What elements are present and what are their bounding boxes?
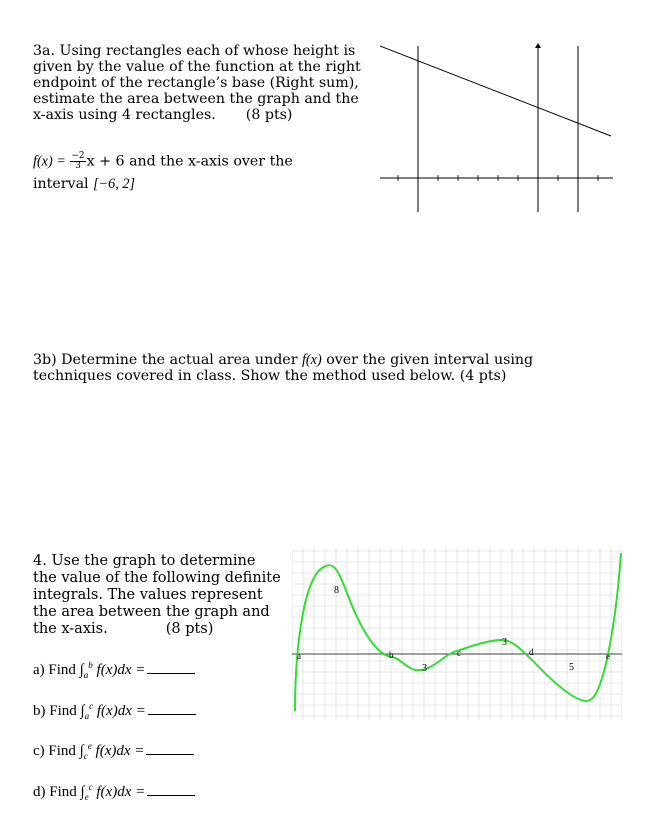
slope-fraction — [70, 152, 85, 171]
q3a-interval: interval [−6, 2] — [33, 176, 135, 192]
answer-blank-c[interactable] — [146, 744, 194, 755]
label-5: 5 — [569, 662, 574, 673]
q4-line: 4. Use the graph to determine — [33, 553, 256, 569]
fraction-numerator: −2 — [71, 151, 85, 161]
label-peak-8: 8 — [334, 585, 339, 596]
q4-line: the area between the graph and — [33, 604, 270, 620]
q3a-line-last: x-axis using 4 rectangles. (8 pts) — [33, 107, 293, 123]
q4-part-b: b) Find $\int_a^c$ f(x)dx = — [33, 701, 196, 721]
function-line — [380, 46, 611, 136]
label-a: a — [297, 651, 301, 661]
q4-prompt — [33, 553, 281, 638]
interval-value: [−6, 2] — [93, 176, 135, 192]
q4-part-d: d) Find $\int_e^c$ f(x)dx = — [33, 782, 195, 802]
label-b: b — [389, 650, 394, 660]
function-rhs: x + 6 and the x-axis over the — [86, 153, 293, 170]
q3b-line: 3b) Determine the actual area under f(x) over the given interval using — [33, 352, 534, 368]
answer-blank-d[interactable] — [147, 785, 195, 796]
answer-blank-b[interactable] — [148, 704, 196, 715]
q3a-points: (8 pts) — [245, 107, 293, 123]
q3a-prompt — [33, 43, 361, 123]
q4-part-a: a) Find $\int_a^b$ f(x)dx = — [33, 660, 195, 680]
answer-blank-a[interactable] — [147, 663, 195, 674]
grid — [292, 548, 622, 720]
q3a-line: given by the value of the function at the right — [33, 59, 361, 75]
fraction-denominator: 3 — [75, 161, 81, 171]
label-3-hump: 3 — [502, 637, 507, 648]
q4-line: integrals. The values represent — [33, 587, 263, 603]
q3a-line: 3a. Using rectangles each of whose height is — [33, 43, 356, 59]
q3b-prompt — [33, 352, 533, 384]
q4-line: the value of the following definite — [33, 570, 281, 586]
label-c: c — [457, 648, 461, 658]
label-d: d — [529, 647, 534, 657]
q3a-function — [33, 152, 293, 171]
q3b-line: techniques covered in class. Show the method used below. (4 pts) — [33, 368, 507, 384]
function-curve — [295, 553, 621, 711]
graph-4 — [292, 548, 622, 720]
q3a-line: estimate the area between the graph and the — [33, 91, 359, 107]
function-lhs: f(x) = — [33, 153, 70, 170]
q4-line-last: the x-axis. (8 pts) — [33, 621, 214, 637]
label-e: e — [606, 651, 610, 661]
q4-points: (8 pts) — [165, 621, 214, 637]
label-3-axis: 3 — [422, 663, 427, 674]
q3a-line: endpoint of the rectangle’s base (Right sum), — [33, 75, 359, 91]
y-axis-arrow-icon — [535, 43, 541, 48]
graph-3a — [375, 40, 615, 215]
q4-part-c: c) Find $\int_c^e$ f(x)dx = — [33, 741, 194, 761]
